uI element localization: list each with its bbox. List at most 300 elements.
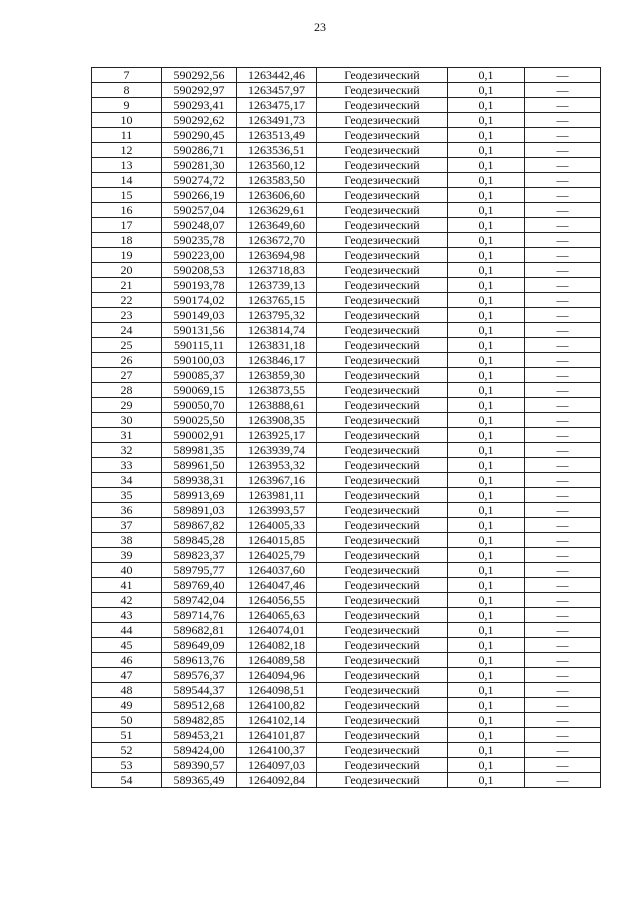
coordinates-table	[91, 67, 601, 788]
x-coordinate-cell: 589845,28	[162, 533, 237, 548]
table-row	[92, 113, 601, 128]
x-coordinate-cell: 589867,82	[162, 518, 237, 533]
x-coordinate-cell: 590248,07	[162, 218, 237, 233]
precision-cell: 0,1	[448, 203, 525, 218]
precision-cell: 0,1	[448, 353, 525, 368]
method-cell: Геодезический	[317, 128, 448, 143]
point-number-cell: 41	[92, 578, 162, 593]
method-cell: Геодезический	[317, 233, 448, 248]
y-coordinate-cell: 1263908,35	[237, 413, 317, 428]
precision-cell: 0,1	[448, 368, 525, 383]
precision-cell: 0,1	[448, 743, 525, 758]
precision-cell: 0,1	[448, 413, 525, 428]
method-cell: Геодезический	[317, 608, 448, 623]
x-coordinate-cell: 589453,21	[162, 728, 237, 743]
method-cell: Геодезический	[317, 68, 448, 83]
description-cell: —	[525, 518, 601, 533]
method-cell: Геодезический	[317, 698, 448, 713]
point-number-cell: 36	[92, 503, 162, 518]
x-coordinate-cell: 589823,37	[162, 548, 237, 563]
method-cell: Геодезический	[317, 773, 448, 788]
y-coordinate-cell: 1264100,82	[237, 698, 317, 713]
point-number-cell: 24	[92, 323, 162, 338]
method-cell: Геодезический	[317, 338, 448, 353]
description-cell: —	[525, 368, 601, 383]
y-coordinate-cell: 1264015,85	[237, 533, 317, 548]
description-cell: —	[525, 458, 601, 473]
table-row	[92, 473, 601, 488]
point-number-cell: 33	[92, 458, 162, 473]
description-cell: —	[525, 338, 601, 353]
x-coordinate-cell: 590293,41	[162, 98, 237, 113]
method-cell: Геодезический	[317, 653, 448, 668]
x-coordinate-cell: 589482,85	[162, 713, 237, 728]
point-number-cell: 26	[92, 353, 162, 368]
y-coordinate-cell: 1263694,98	[237, 248, 317, 263]
table-row	[92, 398, 601, 413]
description-cell: —	[525, 758, 601, 773]
precision-cell: 0,1	[448, 143, 525, 158]
precision-cell: 0,1	[448, 773, 525, 788]
y-coordinate-cell: 1263583,50	[237, 173, 317, 188]
method-cell: Геодезический	[317, 518, 448, 533]
x-coordinate-cell: 589714,76	[162, 608, 237, 623]
table-row	[92, 203, 601, 218]
point-number-cell: 15	[92, 188, 162, 203]
description-cell: —	[525, 488, 601, 503]
point-number-cell: 31	[92, 428, 162, 443]
precision-cell: 0,1	[448, 593, 525, 608]
y-coordinate-cell: 1263846,17	[237, 353, 317, 368]
point-number-cell: 50	[92, 713, 162, 728]
x-coordinate-cell: 590174,02	[162, 293, 237, 308]
x-coordinate-cell: 589649,09	[162, 638, 237, 653]
precision-cell: 0,1	[448, 233, 525, 248]
method-cell: Геодезический	[317, 578, 448, 593]
method-cell: Геодезический	[317, 473, 448, 488]
y-coordinate-cell: 1263953,32	[237, 458, 317, 473]
coordinates-table-body	[92, 68, 601, 788]
table-row	[92, 308, 601, 323]
x-coordinate-cell: 590292,62	[162, 113, 237, 128]
precision-cell: 0,1	[448, 548, 525, 563]
method-cell: Геодезический	[317, 383, 448, 398]
method-cell: Геодезический	[317, 713, 448, 728]
description-cell: —	[525, 698, 601, 713]
description-cell: —	[525, 98, 601, 113]
x-coordinate-cell: 590149,03	[162, 308, 237, 323]
y-coordinate-cell: 1264102,14	[237, 713, 317, 728]
method-cell: Геодезический	[317, 488, 448, 503]
y-coordinate-cell: 1264092,84	[237, 773, 317, 788]
y-coordinate-cell: 1263457,97	[237, 83, 317, 98]
page-number: 23	[314, 20, 326, 34]
description-cell: —	[525, 428, 601, 443]
precision-cell: 0,1	[448, 668, 525, 683]
precision-cell: 0,1	[448, 578, 525, 593]
y-coordinate-cell: 1264005,33	[237, 518, 317, 533]
method-cell: Геодезический	[317, 83, 448, 98]
table-row	[92, 323, 601, 338]
point-number-cell: 48	[92, 683, 162, 698]
description-cell: —	[525, 218, 601, 233]
description-cell: —	[525, 503, 601, 518]
precision-cell: 0,1	[448, 488, 525, 503]
precision-cell: 0,1	[448, 128, 525, 143]
description-cell: —	[525, 113, 601, 128]
y-coordinate-cell: 1263491,73	[237, 113, 317, 128]
point-number-cell: 43	[92, 608, 162, 623]
precision-cell: 0,1	[448, 113, 525, 128]
point-number-cell: 9	[92, 98, 162, 113]
description-cell: —	[525, 713, 601, 728]
point-number-cell: 11	[92, 128, 162, 143]
x-coordinate-cell: 589981,35	[162, 443, 237, 458]
method-cell: Геодезический	[317, 533, 448, 548]
x-coordinate-cell: 589390,57	[162, 758, 237, 773]
point-number-cell: 28	[92, 383, 162, 398]
x-coordinate-cell: 590131,56	[162, 323, 237, 338]
method-cell: Геодезический	[317, 623, 448, 638]
description-cell: —	[525, 578, 601, 593]
y-coordinate-cell: 1264065,63	[237, 608, 317, 623]
table-row	[92, 548, 601, 563]
description-cell: —	[525, 563, 601, 578]
description-cell: —	[525, 248, 601, 263]
x-coordinate-cell: 590069,15	[162, 383, 237, 398]
table-row	[92, 83, 601, 98]
table-row	[92, 608, 601, 623]
point-number-cell: 44	[92, 623, 162, 638]
y-coordinate-cell: 1263513,49	[237, 128, 317, 143]
precision-cell: 0,1	[448, 473, 525, 488]
point-number-cell: 27	[92, 368, 162, 383]
precision-cell: 0,1	[448, 248, 525, 263]
method-cell: Геодезический	[317, 758, 448, 773]
precision-cell: 0,1	[448, 308, 525, 323]
x-coordinate-cell: 589365,49	[162, 773, 237, 788]
precision-cell: 0,1	[448, 608, 525, 623]
description-cell: —	[525, 473, 601, 488]
table-row	[92, 563, 601, 578]
y-coordinate-cell: 1264047,46	[237, 578, 317, 593]
x-coordinate-cell: 589742,04	[162, 593, 237, 608]
method-cell: Геодезический	[317, 353, 448, 368]
x-coordinate-cell: 589544,37	[162, 683, 237, 698]
point-number-cell: 39	[92, 548, 162, 563]
precision-cell: 0,1	[448, 458, 525, 473]
table-row	[92, 263, 601, 278]
point-number-cell: 53	[92, 758, 162, 773]
table-row	[92, 413, 601, 428]
precision-cell: 0,1	[448, 83, 525, 98]
method-cell: Геодезический	[317, 203, 448, 218]
y-coordinate-cell: 1264056,55	[237, 593, 317, 608]
description-cell: —	[525, 773, 601, 788]
point-number-cell: 17	[92, 218, 162, 233]
method-cell: Геодезический	[317, 113, 448, 128]
point-number-cell: 23	[92, 308, 162, 323]
x-coordinate-cell: 590281,30	[162, 158, 237, 173]
table-row	[92, 278, 601, 293]
y-coordinate-cell: 1264037,60	[237, 563, 317, 578]
description-cell: —	[525, 353, 601, 368]
x-coordinate-cell: 590050,70	[162, 398, 237, 413]
table-row	[92, 158, 601, 173]
precision-cell: 0,1	[448, 563, 525, 578]
point-number-cell: 42	[92, 593, 162, 608]
description-cell: —	[525, 188, 601, 203]
x-coordinate-cell: 590292,97	[162, 83, 237, 98]
method-cell: Геодезический	[317, 143, 448, 158]
description-cell: —	[525, 728, 601, 743]
point-number-cell: 35	[92, 488, 162, 503]
x-coordinate-cell: 589424,00	[162, 743, 237, 758]
table-row	[92, 683, 601, 698]
method-cell: Геодезический	[317, 398, 448, 413]
x-coordinate-cell: 589795,77	[162, 563, 237, 578]
precision-cell: 0,1	[448, 323, 525, 338]
table-row	[92, 218, 601, 233]
precision-cell: 0,1	[448, 728, 525, 743]
point-number-cell: 19	[92, 248, 162, 263]
y-coordinate-cell: 1263649,60	[237, 218, 317, 233]
point-number-cell: 29	[92, 398, 162, 413]
description-cell: —	[525, 233, 601, 248]
description-cell: —	[525, 83, 601, 98]
x-coordinate-cell: 590235,78	[162, 233, 237, 248]
y-coordinate-cell: 1264089,58	[237, 653, 317, 668]
description-cell: —	[525, 548, 601, 563]
y-coordinate-cell: 1264082,18	[237, 638, 317, 653]
y-coordinate-cell: 1263718,83	[237, 263, 317, 278]
precision-cell: 0,1	[448, 98, 525, 113]
x-coordinate-cell: 590292,56	[162, 68, 237, 83]
description-cell: —	[525, 68, 601, 83]
precision-cell: 0,1	[448, 698, 525, 713]
y-coordinate-cell: 1263606,60	[237, 188, 317, 203]
precision-cell: 0,1	[448, 383, 525, 398]
method-cell: Геодезический	[317, 413, 448, 428]
point-number-cell: 22	[92, 293, 162, 308]
table-row	[92, 443, 601, 458]
precision-cell: 0,1	[448, 638, 525, 653]
method-cell: Геодезический	[317, 308, 448, 323]
table-row	[92, 533, 601, 548]
x-coordinate-cell: 589891,03	[162, 503, 237, 518]
method-cell: Геодезический	[317, 743, 448, 758]
point-number-cell: 32	[92, 443, 162, 458]
precision-cell: 0,1	[448, 443, 525, 458]
y-coordinate-cell: 1263442,46	[237, 68, 317, 83]
x-coordinate-cell: 589961,50	[162, 458, 237, 473]
table-row	[92, 653, 601, 668]
description-cell: —	[525, 323, 601, 338]
description-cell: —	[525, 668, 601, 683]
table-row	[92, 68, 601, 83]
precision-cell: 0,1	[448, 173, 525, 188]
table-row	[92, 353, 601, 368]
precision-cell: 0,1	[448, 188, 525, 203]
table-row	[92, 743, 601, 758]
table-row	[92, 773, 601, 788]
point-number-cell: 25	[92, 338, 162, 353]
point-number-cell: 20	[92, 263, 162, 278]
table-row	[92, 698, 601, 713]
description-cell: —	[525, 173, 601, 188]
table-row	[92, 188, 601, 203]
table-row	[92, 458, 601, 473]
table-row	[92, 98, 601, 113]
y-coordinate-cell: 1263629,61	[237, 203, 317, 218]
precision-cell: 0,1	[448, 683, 525, 698]
description-cell: —	[525, 383, 601, 398]
y-coordinate-cell: 1263981,11	[237, 488, 317, 503]
table-row	[92, 488, 601, 503]
table-row	[92, 293, 601, 308]
method-cell: Геодезический	[317, 368, 448, 383]
point-number-cell: 51	[92, 728, 162, 743]
table-row	[92, 728, 601, 743]
precision-cell: 0,1	[448, 278, 525, 293]
table-row	[92, 503, 601, 518]
method-cell: Геодезический	[317, 728, 448, 743]
description-cell: —	[525, 593, 601, 608]
precision-cell: 0,1	[448, 713, 525, 728]
table-row	[92, 428, 601, 443]
y-coordinate-cell: 1263475,17	[237, 98, 317, 113]
precision-cell: 0,1	[448, 428, 525, 443]
method-cell: Геодезический	[317, 248, 448, 263]
description-cell: —	[525, 293, 601, 308]
y-coordinate-cell: 1263873,55	[237, 383, 317, 398]
method-cell: Геодезический	[317, 503, 448, 518]
description-cell: —	[525, 683, 601, 698]
y-coordinate-cell: 1264098,51	[237, 683, 317, 698]
method-cell: Геодезический	[317, 638, 448, 653]
x-coordinate-cell: 589613,76	[162, 653, 237, 668]
x-coordinate-cell: 590266,19	[162, 188, 237, 203]
y-coordinate-cell: 1264094,96	[237, 668, 317, 683]
table-row	[92, 593, 601, 608]
y-coordinate-cell: 1264100,37	[237, 743, 317, 758]
y-coordinate-cell: 1264074,01	[237, 623, 317, 638]
table-row	[92, 383, 601, 398]
precision-cell: 0,1	[448, 503, 525, 518]
precision-cell: 0,1	[448, 293, 525, 308]
precision-cell: 0,1	[448, 158, 525, 173]
description-cell: —	[525, 638, 601, 653]
x-coordinate-cell: 590290,45	[162, 128, 237, 143]
y-coordinate-cell: 1263888,61	[237, 398, 317, 413]
point-number-cell: 21	[92, 278, 162, 293]
y-coordinate-cell: 1263925,17	[237, 428, 317, 443]
method-cell: Геодезический	[317, 668, 448, 683]
y-coordinate-cell: 1263831,18	[237, 338, 317, 353]
method-cell: Геодезический	[317, 458, 448, 473]
table-row	[92, 248, 601, 263]
x-coordinate-cell: 590002,91	[162, 428, 237, 443]
precision-cell: 0,1	[448, 758, 525, 773]
method-cell: Геодезический	[317, 563, 448, 578]
point-number-cell: 34	[92, 473, 162, 488]
x-coordinate-cell: 590208,53	[162, 263, 237, 278]
y-coordinate-cell: 1263765,15	[237, 293, 317, 308]
y-coordinate-cell: 1263859,30	[237, 368, 317, 383]
precision-cell: 0,1	[448, 398, 525, 413]
table-row	[92, 233, 601, 248]
description-cell: —	[525, 308, 601, 323]
y-coordinate-cell: 1263672,70	[237, 233, 317, 248]
point-number-cell: 14	[92, 173, 162, 188]
description-cell: —	[525, 128, 601, 143]
y-coordinate-cell: 1264097,03	[237, 758, 317, 773]
table-row	[92, 713, 601, 728]
description-cell: —	[525, 743, 601, 758]
x-coordinate-cell: 590223,00	[162, 248, 237, 263]
point-number-cell: 16	[92, 203, 162, 218]
precision-cell: 0,1	[448, 533, 525, 548]
table-row	[92, 758, 601, 773]
table-row	[92, 638, 601, 653]
y-coordinate-cell: 1264101,87	[237, 728, 317, 743]
point-number-cell: 12	[92, 143, 162, 158]
precision-cell: 0,1	[448, 653, 525, 668]
table-row	[92, 338, 601, 353]
point-number-cell: 30	[92, 413, 162, 428]
point-number-cell: 49	[92, 698, 162, 713]
description-cell: —	[525, 278, 601, 293]
x-coordinate-cell: 589938,31	[162, 473, 237, 488]
point-number-cell: 40	[92, 563, 162, 578]
method-cell: Геодезический	[317, 323, 448, 338]
x-coordinate-cell: 590025,50	[162, 413, 237, 428]
method-cell: Геодезический	[317, 173, 448, 188]
table-row	[92, 668, 601, 683]
table-row	[92, 368, 601, 383]
y-coordinate-cell: 1263939,74	[237, 443, 317, 458]
point-number-cell: 37	[92, 518, 162, 533]
y-coordinate-cell: 1263814,74	[237, 323, 317, 338]
description-cell: —	[525, 203, 601, 218]
description-cell: —	[525, 608, 601, 623]
x-coordinate-cell: 590115,11	[162, 338, 237, 353]
method-cell: Геодезический	[317, 218, 448, 233]
point-number-cell: 46	[92, 653, 162, 668]
point-number-cell: 47	[92, 668, 162, 683]
x-coordinate-cell: 590193,78	[162, 278, 237, 293]
precision-cell: 0,1	[448, 518, 525, 533]
x-coordinate-cell: 590274,72	[162, 173, 237, 188]
description-cell: —	[525, 413, 601, 428]
description-cell: —	[525, 398, 601, 413]
table-row	[92, 128, 601, 143]
method-cell: Геодезический	[317, 548, 448, 563]
method-cell: Геодезический	[317, 683, 448, 698]
point-number-cell: 18	[92, 233, 162, 248]
table-row	[92, 623, 601, 638]
point-number-cell: 10	[92, 113, 162, 128]
table-row	[92, 518, 601, 533]
method-cell: Геодезический	[317, 593, 448, 608]
method-cell: Геодезический	[317, 158, 448, 173]
method-cell: Геодезический	[317, 428, 448, 443]
method-cell: Геодезический	[317, 443, 448, 458]
x-coordinate-cell: 589769,40	[162, 578, 237, 593]
y-coordinate-cell: 1263795,32	[237, 308, 317, 323]
x-coordinate-cell: 590257,04	[162, 203, 237, 218]
y-coordinate-cell: 1264025,79	[237, 548, 317, 563]
